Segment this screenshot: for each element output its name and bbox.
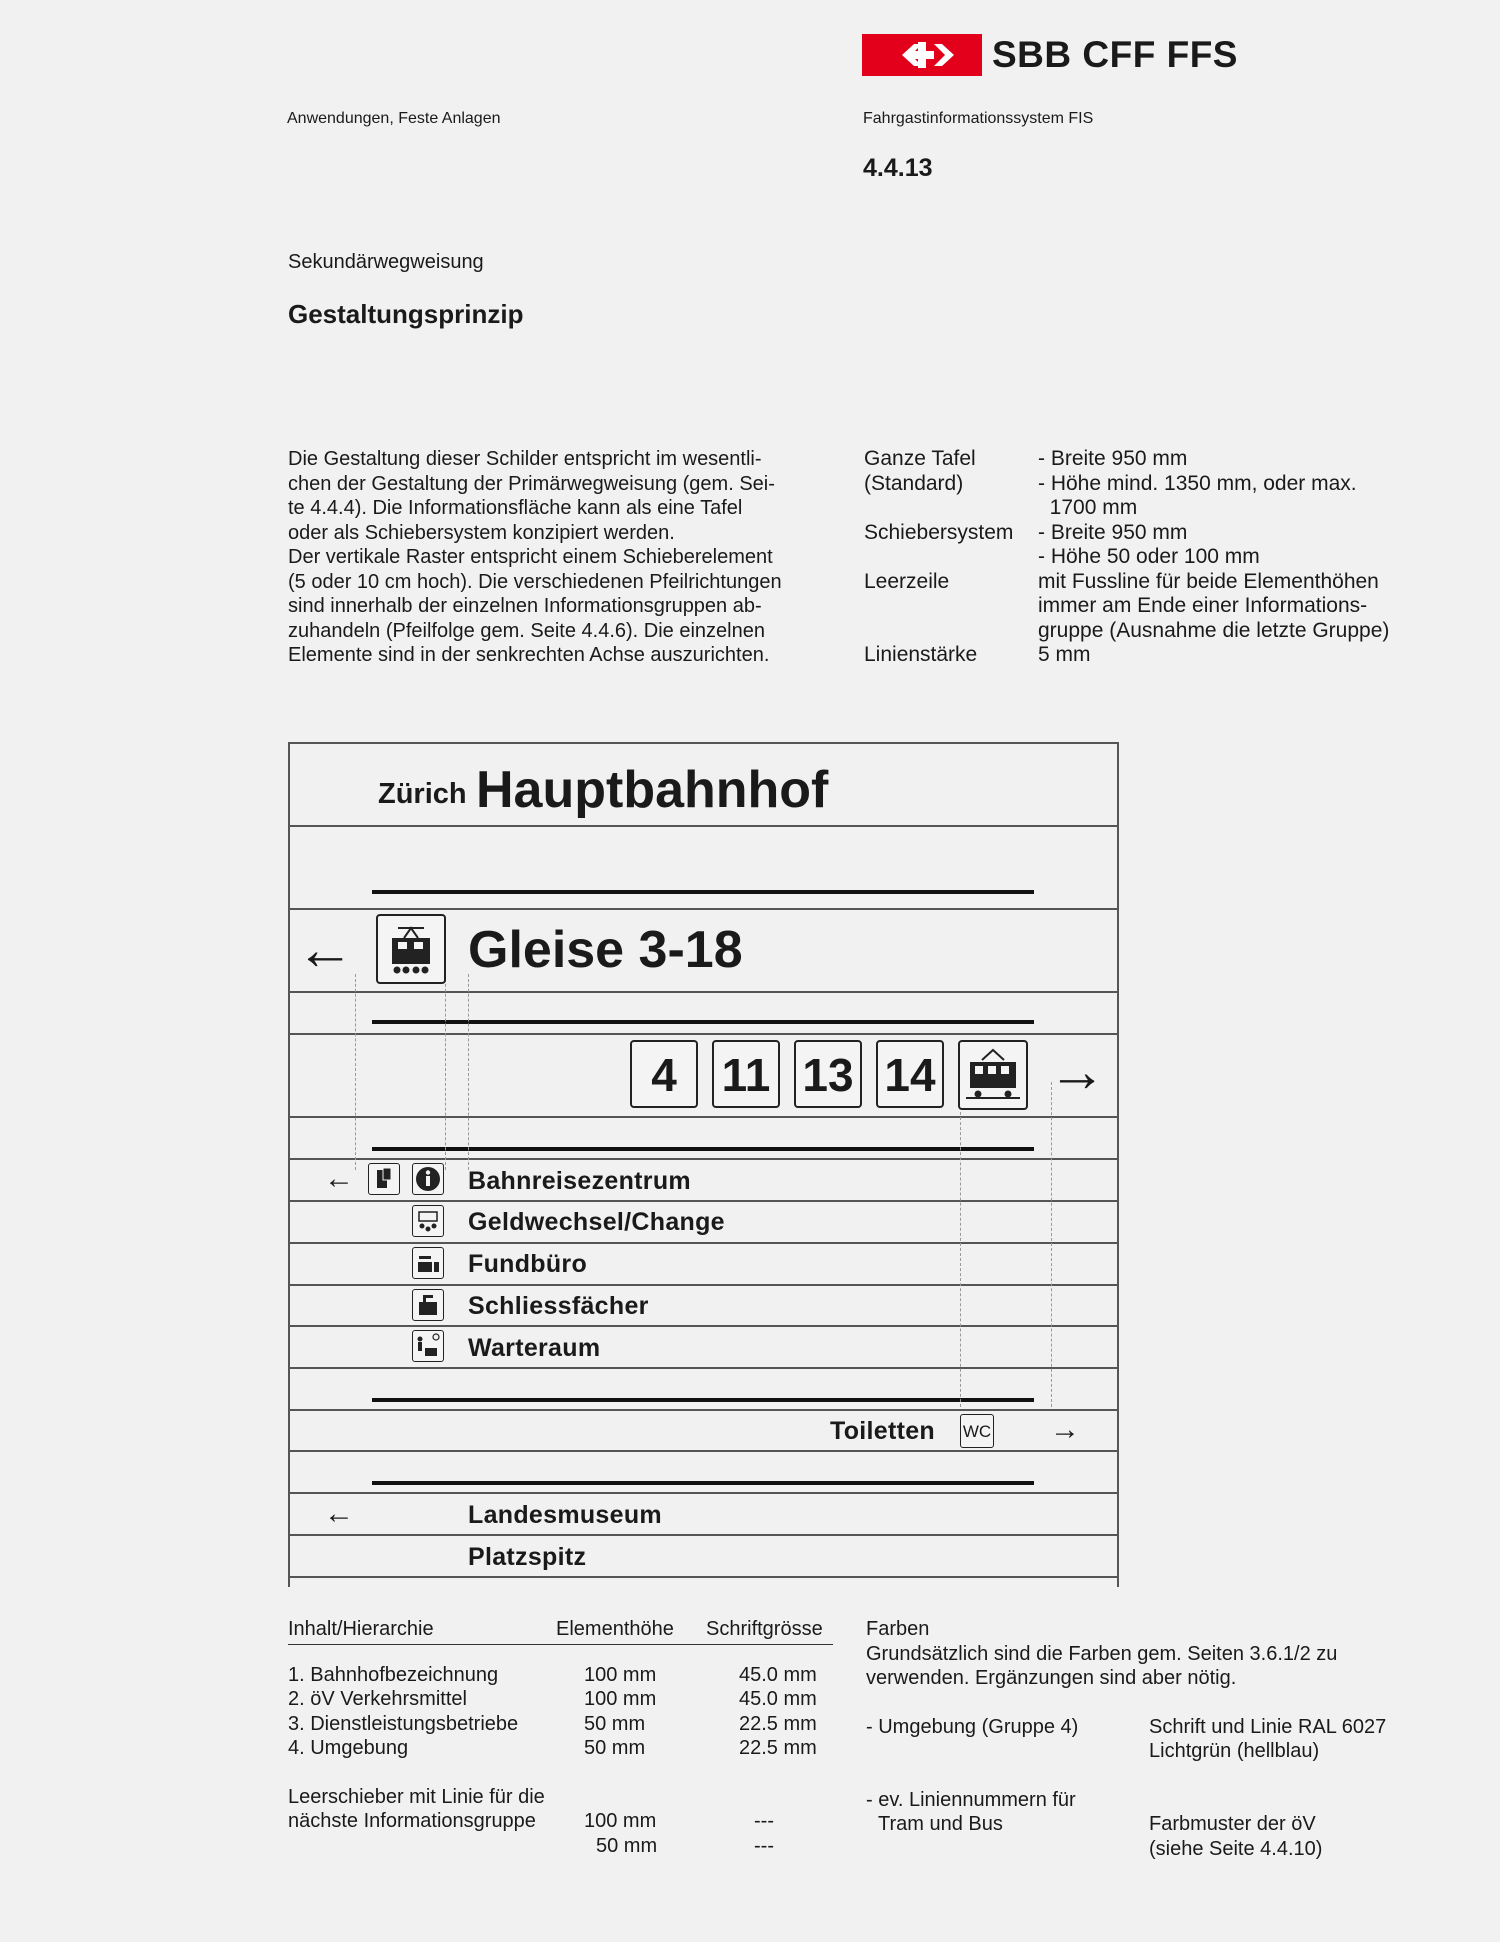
section-number: 4.4.13 — [863, 154, 933, 182]
dimension-row — [864, 594, 1424, 619]
row-line — [288, 1450, 1118, 1452]
sbb-logo — [862, 34, 982, 76]
service-item: Geldwechsel/Change — [468, 1208, 725, 1236]
table-cell: 50 mm — [584, 1712, 646, 1735]
dimensions-list — [864, 447, 1424, 668]
arrow-left-icon: ← — [324, 1162, 354, 1195]
column-header: Elementhöhe — [556, 1618, 674, 1640]
description-line: chen der Gestaltung der Primärwegweisung (gem. Sei- — [288, 472, 775, 495]
table-cell: 2. öV Verkehrsmittel — [288, 1688, 467, 1710]
tram-line-badge: 4 — [630, 1040, 698, 1108]
arrow-right-icon: → — [1050, 1413, 1080, 1446]
wc-icon: WC — [960, 1414, 994, 1448]
alignment-guide — [468, 974, 469, 1170]
color-item — [866, 1715, 1426, 1740]
row-line — [288, 908, 1118, 910]
city-name: Zürich — [378, 778, 467, 810]
brand-name: SBB CFF FFS — [992, 34, 1238, 75]
group-separator-line — [372, 1147, 1034, 1151]
table-cell: 22.5 mm — [739, 1737, 817, 1759]
station-name: Hauptbahnhof — [476, 761, 829, 819]
color-item-value: (siehe Seite 4.4.10) — [1149, 1837, 1323, 1860]
description-line: Die Gestaltung dieser Schilder entspricht im wesentli- — [288, 448, 762, 470]
dimension-label — [864, 545, 1038, 570]
row-line — [288, 991, 1118, 993]
table-cell: 45.0 mm — [739, 1663, 817, 1686]
dimension-label — [864, 594, 1038, 619]
description-text — [288, 447, 848, 668]
table-header — [288, 1617, 833, 1645]
page-title: Gestaltungsprinzip — [288, 299, 524, 329]
color-item — [866, 1837, 1426, 1862]
description-line: Elemente sind in der senkrechten Achse auszurichten. — [288, 644, 770, 666]
table-row — [288, 1687, 833, 1712]
dimension-value: 5 mm — [1038, 643, 1091, 666]
row-line — [288, 1116, 1118, 1118]
color-item-label: - ev. Liniennummern für — [866, 1788, 1076, 1811]
dimension-value: - Breite 950 mm — [1038, 447, 1188, 470]
table-cell: 100 mm — [584, 1688, 657, 1710]
row-line — [288, 1534, 1118, 1536]
description-line: sind innerhalb der einzelnen Informationsgruppen ab- — [288, 595, 762, 617]
color-item — [866, 1812, 1426, 1837]
dimension-row — [864, 521, 1424, 546]
row-line — [288, 825, 1118, 827]
service-item: Schliessfächer — [468, 1292, 649, 1320]
table-cell: --- — [754, 1834, 774, 1857]
dimension-value: - Höhe mind. 1350 mm, oder max. — [1038, 471, 1357, 495]
alignment-guide — [960, 1112, 961, 1407]
train-icon — [376, 914, 446, 984]
dimension-label: Leerzeile — [864, 569, 950, 593]
row-line — [288, 1367, 1118, 1369]
dimension-value: - Höhe 50 oder 100 mm — [1038, 545, 1260, 568]
table-cell: 100 mm — [584, 1663, 657, 1686]
dimension-value: 1700 mm — [1038, 496, 1138, 519]
color-item-label: Tram und Bus — [878, 1813, 1003, 1835]
service-item: Fundbüro — [468, 1250, 588, 1278]
dimension-label: Linienstärke — [864, 643, 978, 666]
info-icon — [412, 1163, 444, 1195]
currency-exchange-icon — [412, 1205, 444, 1237]
table-row — [288, 1809, 833, 1834]
row-line — [288, 1576, 1118, 1578]
right-category: Fahrgastinformationssystem FIS — [863, 110, 1094, 127]
color-item-value: Lichtgrün (hellblau) — [1149, 1740, 1320, 1762]
table-row — [288, 1663, 833, 1688]
sign-frame-right — [1117, 742, 1119, 1587]
dimension-row — [864, 570, 1424, 595]
alignment-guide — [445, 974, 446, 1170]
arrow-left-icon: ← — [324, 1497, 354, 1530]
row-line — [288, 1325, 1118, 1327]
spacer-label: nächste Informationsgruppe — [288, 1810, 536, 1832]
color-item — [866, 1739, 1426, 1764]
color-item-value: Schrift und Linie RAL 6027 — [1149, 1715, 1387, 1738]
platforms-label: Gleise 3-18 — [468, 921, 743, 979]
tram-line-badge: 14 — [876, 1040, 944, 1108]
row-line — [288, 1409, 1118, 1411]
service-item: Bahnreisezentrum — [468, 1167, 691, 1195]
dimension-value: mit Fussline für beide Elementhöhen — [1038, 569, 1379, 593]
hierarchy-table — [288, 1617, 833, 1858]
table-cell: 45.0 mm — [739, 1688, 817, 1710]
swiss-cross-arrows-icon — [862, 34, 982, 76]
tram-line-badge: 13 — [794, 1040, 862, 1108]
spacer-label: Leerschieber mit Linie für die — [288, 1785, 545, 1808]
lost-property-icon — [412, 1247, 444, 1279]
description-line: oder als Schiebersystem konzipiert werden. — [288, 521, 675, 544]
table-cell: 50 mm — [596, 1834, 658, 1857]
description-line: zuhandeln (Pfeilfolge gem. Seite 4.4.6). Die einzelnen — [288, 619, 765, 642]
table-row — [288, 1712, 833, 1737]
dimension-row — [864, 545, 1424, 570]
group-separator-line — [372, 1481, 1034, 1485]
dimension-value: gruppe (Ausnahme die letzte Gruppe) — [1038, 618, 1390, 642]
group-separator-line — [372, 1398, 1034, 1402]
column-header: Inhalt/Hierarchie — [288, 1618, 434, 1640]
color-item-label: - Umgebung (Gruppe 4) — [866, 1715, 1079, 1738]
table-cell: 50 mm — [584, 1737, 646, 1759]
dimension-label: Schiebersystem — [864, 520, 1014, 544]
alignment-guide — [1051, 1082, 1052, 1407]
dimension-value: immer am Ende einer Informations- — [1038, 594, 1368, 617]
table-row — [288, 1736, 833, 1761]
dimension-label: (Standard) — [864, 471, 964, 495]
row-line — [288, 1158, 1118, 1160]
left-category: Anwendungen, Feste Anlagen — [287, 110, 501, 127]
dimension-row — [864, 496, 1424, 521]
column-header: Schriftgrösse — [706, 1618, 823, 1640]
color-item-value: Farbmuster der öV — [1149, 1813, 1316, 1835]
description-line: te 4.4.4). Die Informationsfläche kann als eine Tafel — [288, 497, 743, 519]
description-line: (5 oder 10 cm hoch). Die verschiedenen Pfeilrichtungen — [288, 570, 782, 593]
row-line — [288, 1242, 1118, 1244]
colors-text: Grundsätzlich sind die Farben gem. Seiten 3.6.1/2 zu — [866, 1642, 1338, 1665]
dimension-label — [864, 496, 1038, 521]
dimension-label: Ganze Tafel — [864, 447, 976, 470]
alignment-guide — [355, 974, 356, 1170]
surrounding-item: Platzspitz — [468, 1543, 587, 1571]
surrounding-item: Landesmuseum — [468, 1501, 662, 1529]
toilets-label: Toiletten — [830, 1417, 936, 1445]
description-line: Der vertikale Raster entspricht einem Schieberelement — [288, 546, 773, 568]
waiting-room-icon — [412, 1330, 444, 1362]
service-item: Warteraum — [468, 1334, 601, 1362]
arrow-left-icon: ← — [296, 917, 354, 982]
dimension-row — [864, 472, 1424, 497]
table-cell: 22.5 mm — [739, 1712, 817, 1735]
colors-text: verwenden. Ergänzungen sind aber nötig. — [866, 1667, 1237, 1689]
dimension-row — [864, 619, 1424, 644]
colors-title: Farben — [866, 1618, 930, 1640]
tram-icon — [958, 1040, 1028, 1110]
table-cell: 100 mm — [584, 1810, 657, 1832]
tram-line-badge: 11 — [712, 1040, 780, 1108]
dimension-value: - Breite 950 mm — [1038, 520, 1188, 544]
locker-icon — [412, 1289, 444, 1321]
group-separator-line — [372, 1020, 1034, 1024]
table-cell: --- — [754, 1810, 774, 1832]
colors-section — [866, 1617, 1426, 1861]
ticket-office-icon — [368, 1163, 400, 1195]
table-cell: 1. Bahnhofbezeichnung — [288, 1663, 499, 1686]
row-line — [288, 742, 1118, 744]
subtitle: Sekundärwegweisung — [288, 251, 484, 273]
table-cell: 4. Umgebung — [288, 1737, 409, 1759]
group-separator-line — [372, 890, 1034, 894]
dimension-row — [864, 643, 1424, 668]
table-cell: 3. Dienstleistungsbetriebe — [288, 1712, 519, 1735]
signage-illustration — [288, 742, 1118, 1587]
arrow-right-icon: → — [1048, 1039, 1106, 1104]
dimension-row — [864, 447, 1424, 472]
row-line — [288, 1492, 1118, 1494]
table-row — [288, 1834, 833, 1859]
row-line — [288, 1033, 1118, 1035]
dimension-label — [864, 619, 1038, 644]
sign-frame-left — [288, 742, 290, 1587]
row-line — [288, 1200, 1118, 1202]
row-line — [288, 1284, 1118, 1286]
